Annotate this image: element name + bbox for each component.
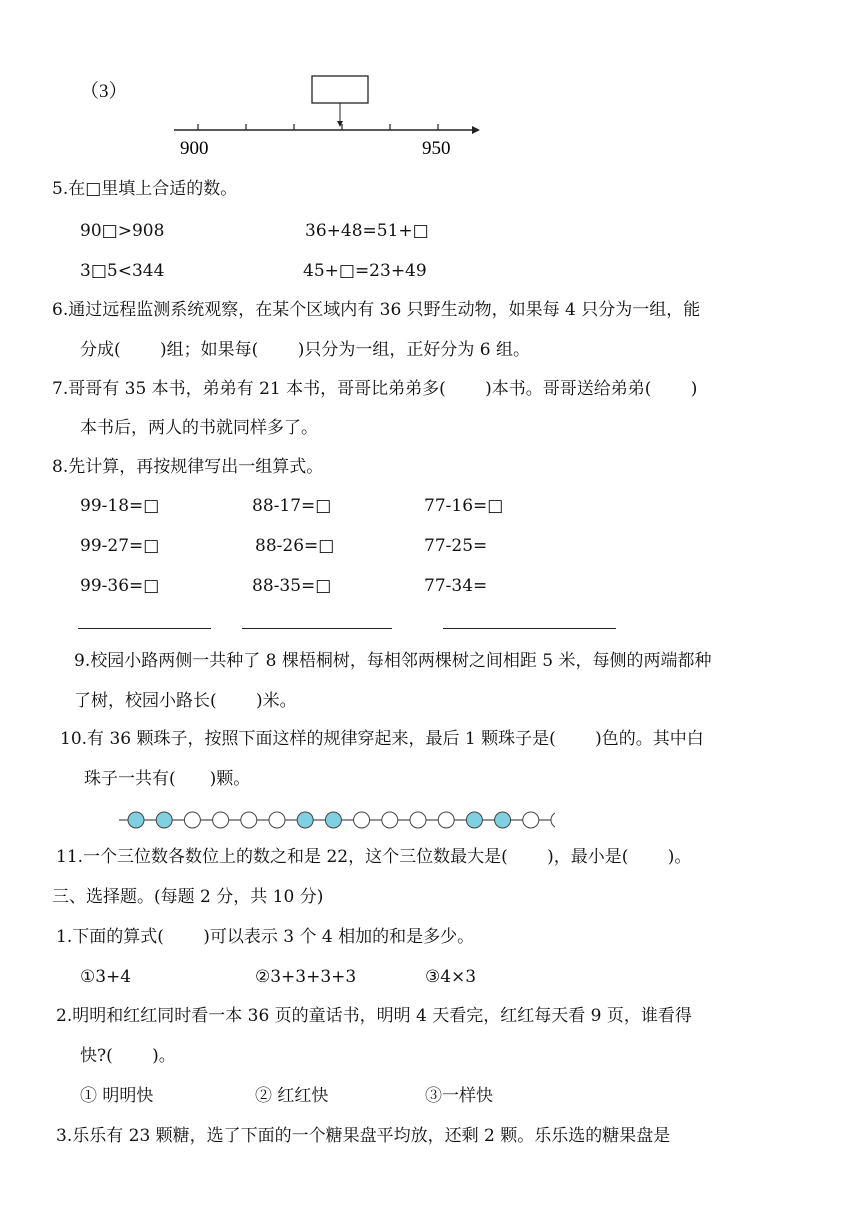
mc2-line1: 2.明明和红红同时看一本 36 页的童话书，明明 4 天看完，红红每天看 9 页，谁看得 — [56, 1006, 692, 1026]
q9-line1: 9.校园小路两侧一共种了 8 棵梧桐树，每相邻两棵树之间相距 5 米，每侧的两端都种 — [74, 651, 712, 671]
q8-cell: 88-17=□ — [252, 496, 332, 516]
q10-line1: 10.有 36 颗珠子，按照下面这样的规律穿起来，最后 1 颗珠子是( )色的。其中白 — [60, 729, 704, 749]
mc1-option-3: ③4×3 — [425, 967, 477, 987]
q8-cell: 99-18=□ — [80, 496, 160, 516]
start-label: 900 — [180, 138, 209, 159]
q7-line2: 本书后，两人的书就同样多了。 — [80, 418, 318, 438]
q5-item-c: 3□5<344 — [80, 261, 165, 281]
blue-bead — [466, 812, 482, 828]
q5-item-b: 36+48=51+□ — [305, 221, 429, 241]
white-bead — [410, 812, 426, 828]
white-bead — [382, 812, 398, 828]
white-bead — [184, 812, 200, 828]
mc3-line1: 3.乐乐有 23 颗糖，选了下面的一个糖果盘平均放，还剩 2 颗。乐乐选的糖果盘是 — [56, 1126, 671, 1146]
mc2-option-1: ① 明明快 — [80, 1086, 154, 1106]
q7-line1: 7.哥哥有 35 本书，弟弟有 21 本书，哥哥比弟弟多( )本书。哥哥送给弟弟( ) — [52, 379, 698, 399]
q5-item-a: 90□>908 — [80, 221, 165, 241]
axis-arrowhead — [472, 126, 480, 134]
q6-line2: 分成( )组；如果每( )只分为一组，正好分为 6 组。 — [80, 340, 530, 360]
q8-title: 8.先计算，再按规律写出一组算式。 — [52, 457, 324, 477]
q11-line1: 11.一个三位数各数位上的数之和是 22，这个三位数最大是( )，最小是( )。 — [56, 847, 692, 867]
mc1-option-1: ①3+4 — [80, 967, 132, 987]
white-bead — [523, 812, 539, 828]
answer-line — [443, 628, 616, 629]
mc1-stem: 1.下面的算式( )可以表示 3 个 4 相加的和是多少。 — [56, 927, 475, 947]
number-line — [168, 70, 488, 160]
q5-title: 5.在□里填上合适的数。 — [52, 179, 238, 199]
q8-cell: 99-27=□ — [80, 536, 160, 556]
q8-cell: 77-16=□ — [424, 496, 504, 516]
q8-cell: 77-34= — [424, 576, 488, 596]
mc1-option-2: ②3+3+3+3 — [255, 967, 357, 987]
blue-bead — [156, 812, 172, 828]
q5-item-d: 45+□=23+49 — [303, 261, 427, 281]
end-label: 950 — [422, 138, 451, 159]
q9-line2: 了树，校园小路长( )米。 — [74, 691, 297, 711]
white-bead — [551, 812, 555, 828]
white-bead — [438, 812, 454, 828]
blue-bead — [325, 812, 341, 828]
mc2-option-3: ③一样快 — [425, 1086, 493, 1106]
bead-string — [115, 806, 555, 836]
answer-line — [78, 628, 211, 629]
white-bead — [241, 812, 257, 828]
white-bead — [269, 812, 285, 828]
blue-bead — [495, 812, 511, 828]
blue-bead — [297, 812, 313, 828]
tick-group — [198, 124, 438, 130]
mc2-option-2: ② 红红快 — [255, 1086, 329, 1106]
mc2-line2: 快?( )。 — [80, 1046, 176, 1066]
white-bead — [354, 812, 370, 828]
white-bead — [213, 812, 229, 828]
q8-cell: 77-25= — [424, 536, 488, 556]
number-line-label: （3） — [80, 81, 128, 102]
section3-heading: 三、选择题。(每题 2 分，共 10 分) — [52, 887, 324, 907]
answer-box — [312, 76, 368, 103]
q8-cell: 88-35=□ — [252, 576, 332, 596]
blue-bead — [128, 812, 144, 828]
q8-cell: 99-36=□ — [80, 576, 160, 596]
q10-line2: 珠子一共有( )颗。 — [84, 769, 251, 789]
q6-line1: 6.通过远程监测系统观察，在某个区域内有 36 只野生动物，如果每 4 只分为一组，能 — [52, 300, 701, 320]
answer-line — [242, 628, 392, 629]
q8-cell: 88-26=□ — [255, 536, 335, 556]
